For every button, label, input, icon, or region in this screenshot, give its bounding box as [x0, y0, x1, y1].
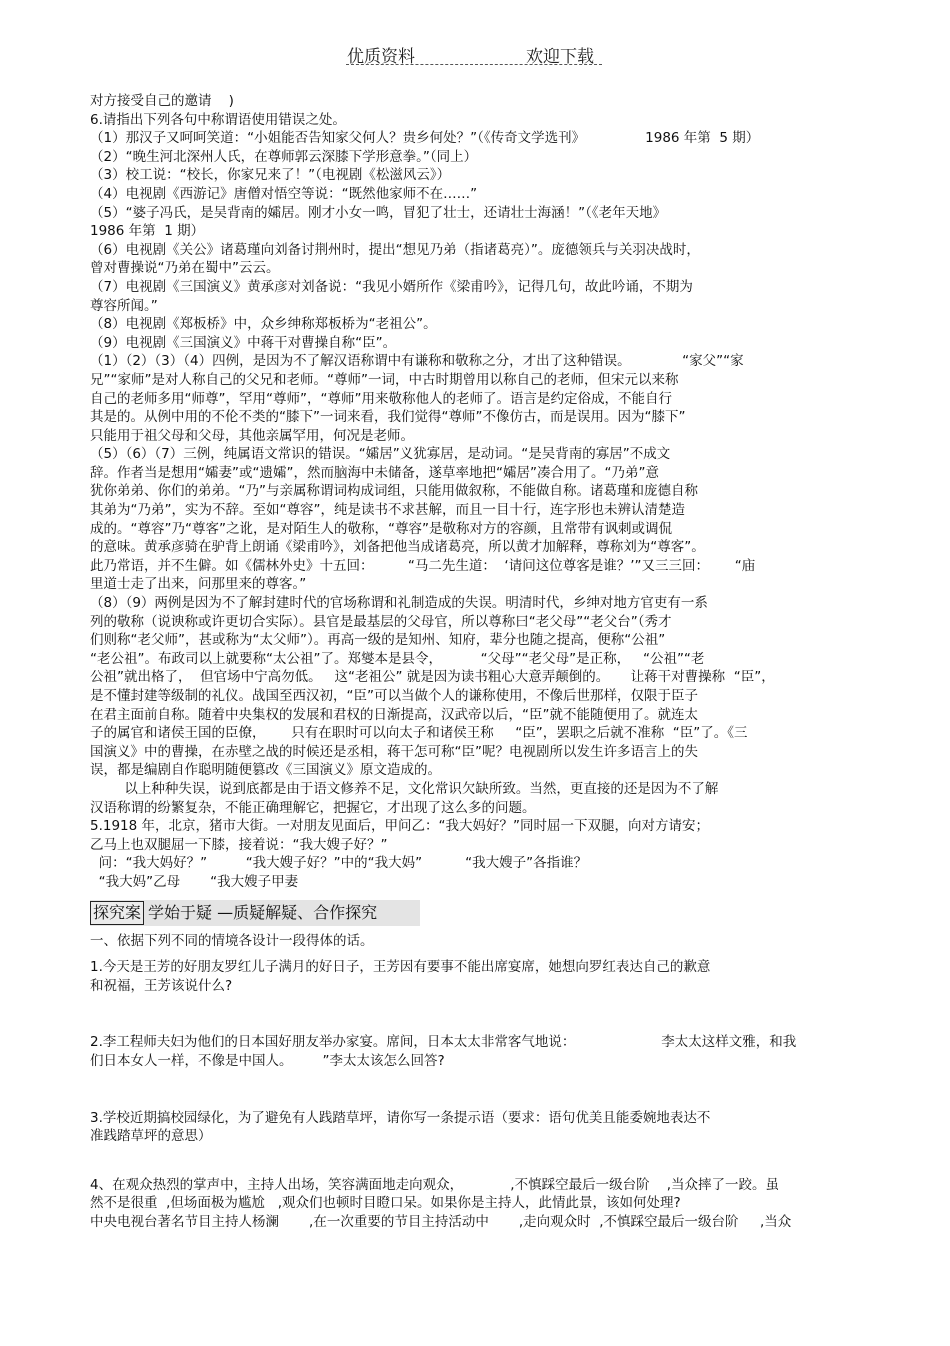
text-line: 自己的老师多用“师尊”，罕用“尊师”，“尊师”用来敬称他人的老师了。语言是约定俗成，不能自行 — [90, 390, 672, 407]
text-line: 其弟为“乃弟”，实为不辞。至如“尊容”，纯是读书不求甚解，而且一目十行，连字形也未辨认清楚造 — [90, 502, 685, 519]
question-2-line: 们日本女人一样，不像是中国人。 ”李太太该怎么回答? — [90, 1052, 445, 1069]
text-line: （5）“婆子冯氏，是吴背南的孀居。刚才小女一鸣，冒犯了壮士，还请壮士海涵！”（《老年天地》 — [90, 204, 667, 221]
header-divider — [346, 64, 602, 65]
text-line: （1）（2）（3）（4）四例，是因为不了解汉语称谓中有谦称和敬称之分，才出了这种错误。 “家父”“家 — [90, 353, 744, 370]
text-line: “老公祖”。布政司以上就要称“太公祖”了。郑燮本是县令， “父母”“老父母”是正称， “公祖”“老 — [90, 650, 705, 667]
document-body — [90, 92, 858, 1231]
question-2-line: 2.李工程师夫妇为他们的日本国好朋友举办家宴。席间，日本太太非常客气地说： 李太太这样文雅，和我 — [90, 1034, 797, 1051]
text-line: （2）“晚生河北深州人氏，在尊师郭云深膝下学形意拳。”（同上） — [90, 148, 478, 165]
text-line: 子的属官和诸侯王国的臣僚， 只有在职时可以向太子和诸侯王称 “臣”，罢职之后就不准称 “臣”了。《三 — [90, 725, 748, 742]
text-line: 尊容所闻。” — [90, 297, 158, 314]
banner-title: 学始于疑 —质疑解疑、合作探究 — [148, 902, 378, 922]
text-line: 里道士走了出来，问那里来的尊客。” — [90, 576, 307, 593]
text-line: （5）（6）（7）三例，纯属语文常识的错误。“孀居”义犹寡居，是动词。“是吴背南的寡居”不成文 — [90, 446, 671, 463]
section-heading: 一、依据下列不同的情境各设计一段得体的话。 — [90, 932, 374, 949]
banner-box-label: 探究案 — [90, 901, 144, 925]
text-line: 成的。“尊容”乃“尊客”之讹，是对陌生人的敬称，“尊容”是敬称对方的容颜，且常带有讽刺或调侃 — [90, 520, 672, 537]
page-header — [0, 42, 950, 66]
text-line: （8）（9）两例是因为不了解封建时代的官场称谓和礼制造成的失误。明清时代，乡绅对地方官吏有一系 — [90, 595, 708, 612]
question-3-line: 3.学校近期搞校园绿化，为了避免有人践踏草坪，请你写一条提示语（要求：语句优美且能委婉地表达不 — [90, 1109, 711, 1126]
text-line: 汉语称谓的纷繁复杂，不能正确理解它，把握它，才出现了这么多的问题。 — [90, 799, 536, 816]
text-line: （7）电视剧《三国演义》黄承彦对刘备说：“我见小婿所作《梁甫吟》，记得几句，故此吟诵，不期为 — [90, 278, 693, 295]
text-line: 们则称“老父师”，甚或称为“太父师”）。再高一级的是知州、知府，辈分也随之提高，便称“公祖” — [90, 632, 666, 649]
text-line: 其是的。从例中用的不伦不类的“膝下”一词来看，我们觉得“尊师”不像仿古，而是误用。因为“膝下” — [90, 409, 686, 426]
text-line: 对方接受自己的邀请 ) — [90, 93, 234, 109]
question-4-line: 4、在观众热烈的掌声中，主持人出场，笑容满面地走向观众， ,不慎踩空最后一级台阶 ,当众摔了一跤。虽 — [90, 1176, 780, 1193]
text-line: 以上种种失误，说到底都是由于语文修养不足，文化常识欠缺所致。当然，更直接的还是因为不了解 — [90, 780, 719, 797]
section-banner — [90, 900, 420, 926]
text-line: 只能用于祖父母和父母，其他亲属罕用，何况是老师。 — [90, 427, 414, 444]
text-line: （8）电视剧《郑板桥》中，众乡绅称郑板桥为“老祖公”。 — [90, 316, 437, 333]
text-line: 的意味。黄承彦骑在驴背上朗诵《梁甫吟》，刘备把他当成诸葛亮，所以黄才加解释，尊称刘为“尊客”。 — [90, 539, 705, 556]
question-3-line: 准践踏草坪的意思） — [90, 1128, 212, 1145]
question-6-title: 6.请指出下列各句中称谓语使用错误之处。 — [90, 111, 346, 128]
text-line: （3）校工说：“校长，你家兄来了！”（电视剧《松滋风云》） — [90, 167, 451, 184]
text-line: 问：“我大妈好？” “我大嫂子好？”中的“我大妈” “我大嫂子”各指谁？ — [90, 855, 588, 872]
text-line: 是不懂封建等级制的礼仪。战国至西汉初，“臣”可以当做个人的谦称使用，不像后世那样，仅限于臣子 — [90, 688, 698, 704]
header-right-text: 欢迎下载 — [526, 47, 594, 67]
answer-space — [90, 1071, 858, 1109]
text-line: 犹你弟弟、你们的弟弟。“乃”与亲属称谓词构成词组，只能用做叙称，不能做自称。诸葛瑾和庞德自称 — [90, 483, 698, 500]
answer-space — [90, 1146, 858, 1176]
question-5-line: 5.1918 年，北京，猪市大街。一对朋友见面后，甲问乙：“我大妈好？”同时屈一下双腿，向对方请安； — [90, 818, 710, 835]
text-line: 误，都是编剧自作聪明随便篡改《三国演义》原文造成的。 — [90, 762, 441, 779]
question-1-line: 和祝福，王芳该说什么? — [90, 977, 233, 994]
text-line: 曾对曹操说“乃弟在蜀中”云云。 — [90, 260, 280, 277]
text-line: 兄”“家师”是对人称自己的父兄和老师。“尊师”一词，中古时期曾用以称自己的老师，但宋元以来称 — [90, 371, 679, 388]
text-line: 国演义》中的曹操，在赤壁之战的时候还是丞相，蒋干怎可称“臣”呢？电视剧所以发生许多语言上的失 — [90, 743, 698, 760]
text-line: 辞。作者当是想用“孀妻”或“遗孀”，然而脑海中未储备，遂草率地把“孀居”凑合用了。“乃弟”意 — [90, 464, 659, 481]
text-line: （9）电视剧《三国演义》中蒋干对曹操自称“臣”。 — [90, 334, 397, 351]
question-1-line: 1.今天是王芳的好朋友罗红儿子满月的好日子，王芳因有要事不能出席宴席，她想向罗红表达自己的歉意 — [90, 959, 711, 976]
text-line: 在君主面前自称。随着中央集权的发展和君权的日渐提高，汉武帝以后，“臣”就不能随便用了。就连太 — [90, 706, 698, 723]
header-left-text: 优质资料 — [347, 47, 415, 67]
answer-space — [90, 995, 858, 1033]
text-line: 列的敬称（说谀称或许更切合实际）。县官是最基层的父母官，所以尊称曰“老父母”“老父台”（秀才 — [90, 613, 672, 630]
text-line: （1）那汉子又呵呵笑道：“小姐能否告知家父何人？贵乡何处？”（《传奇文学选刊》 1986 年第 5 期） — [90, 130, 760, 147]
text-line: （4）电视剧《西游记》唐僧对悟空等说：“既然他家师不在……” — [90, 185, 478, 202]
text-line: “我大妈”乙母 “我大嫂子甲妻 — [90, 873, 299, 890]
text-line: 乙马上也双腿屈一下膝，接着说：“我大嫂子好？” — [90, 836, 388, 853]
question-4-line: 中央电视台著名节目主持人杨澜 ,在一次重要的节目主持活动中 ,走向观众时 ,不慎踩空最后一级台阶 ,当众 — [90, 1213, 792, 1230]
text-line: 1986 年第 1 期） — [90, 223, 205, 240]
text-line: 公祖”就出格了， 但官场中宁高勿低。 这“老祖公” 就是因为读书粗心大意弄颠倒的。 让蒋干对曹操称 “臣”， — [90, 669, 775, 686]
text-line: 此乃常语，并不生僻。如《儒林外史》十五回： “马二先生道： ‘请问这位尊客是谁？’”又三三回： “庙 — [90, 557, 756, 574]
text-line: （6）电视剧《关公》诸葛瑾向刘备讨荆州时，提出“想见乃弟（指诸葛亮）”。庞德领兵与关羽决战时， — [90, 241, 700, 258]
question-4-line: 然不是很重 ,但场面极为尴尬 ,观众们也顿时目瞪口呆。如果你是主持人，此情此景，该如何处理? — [90, 1195, 681, 1212]
